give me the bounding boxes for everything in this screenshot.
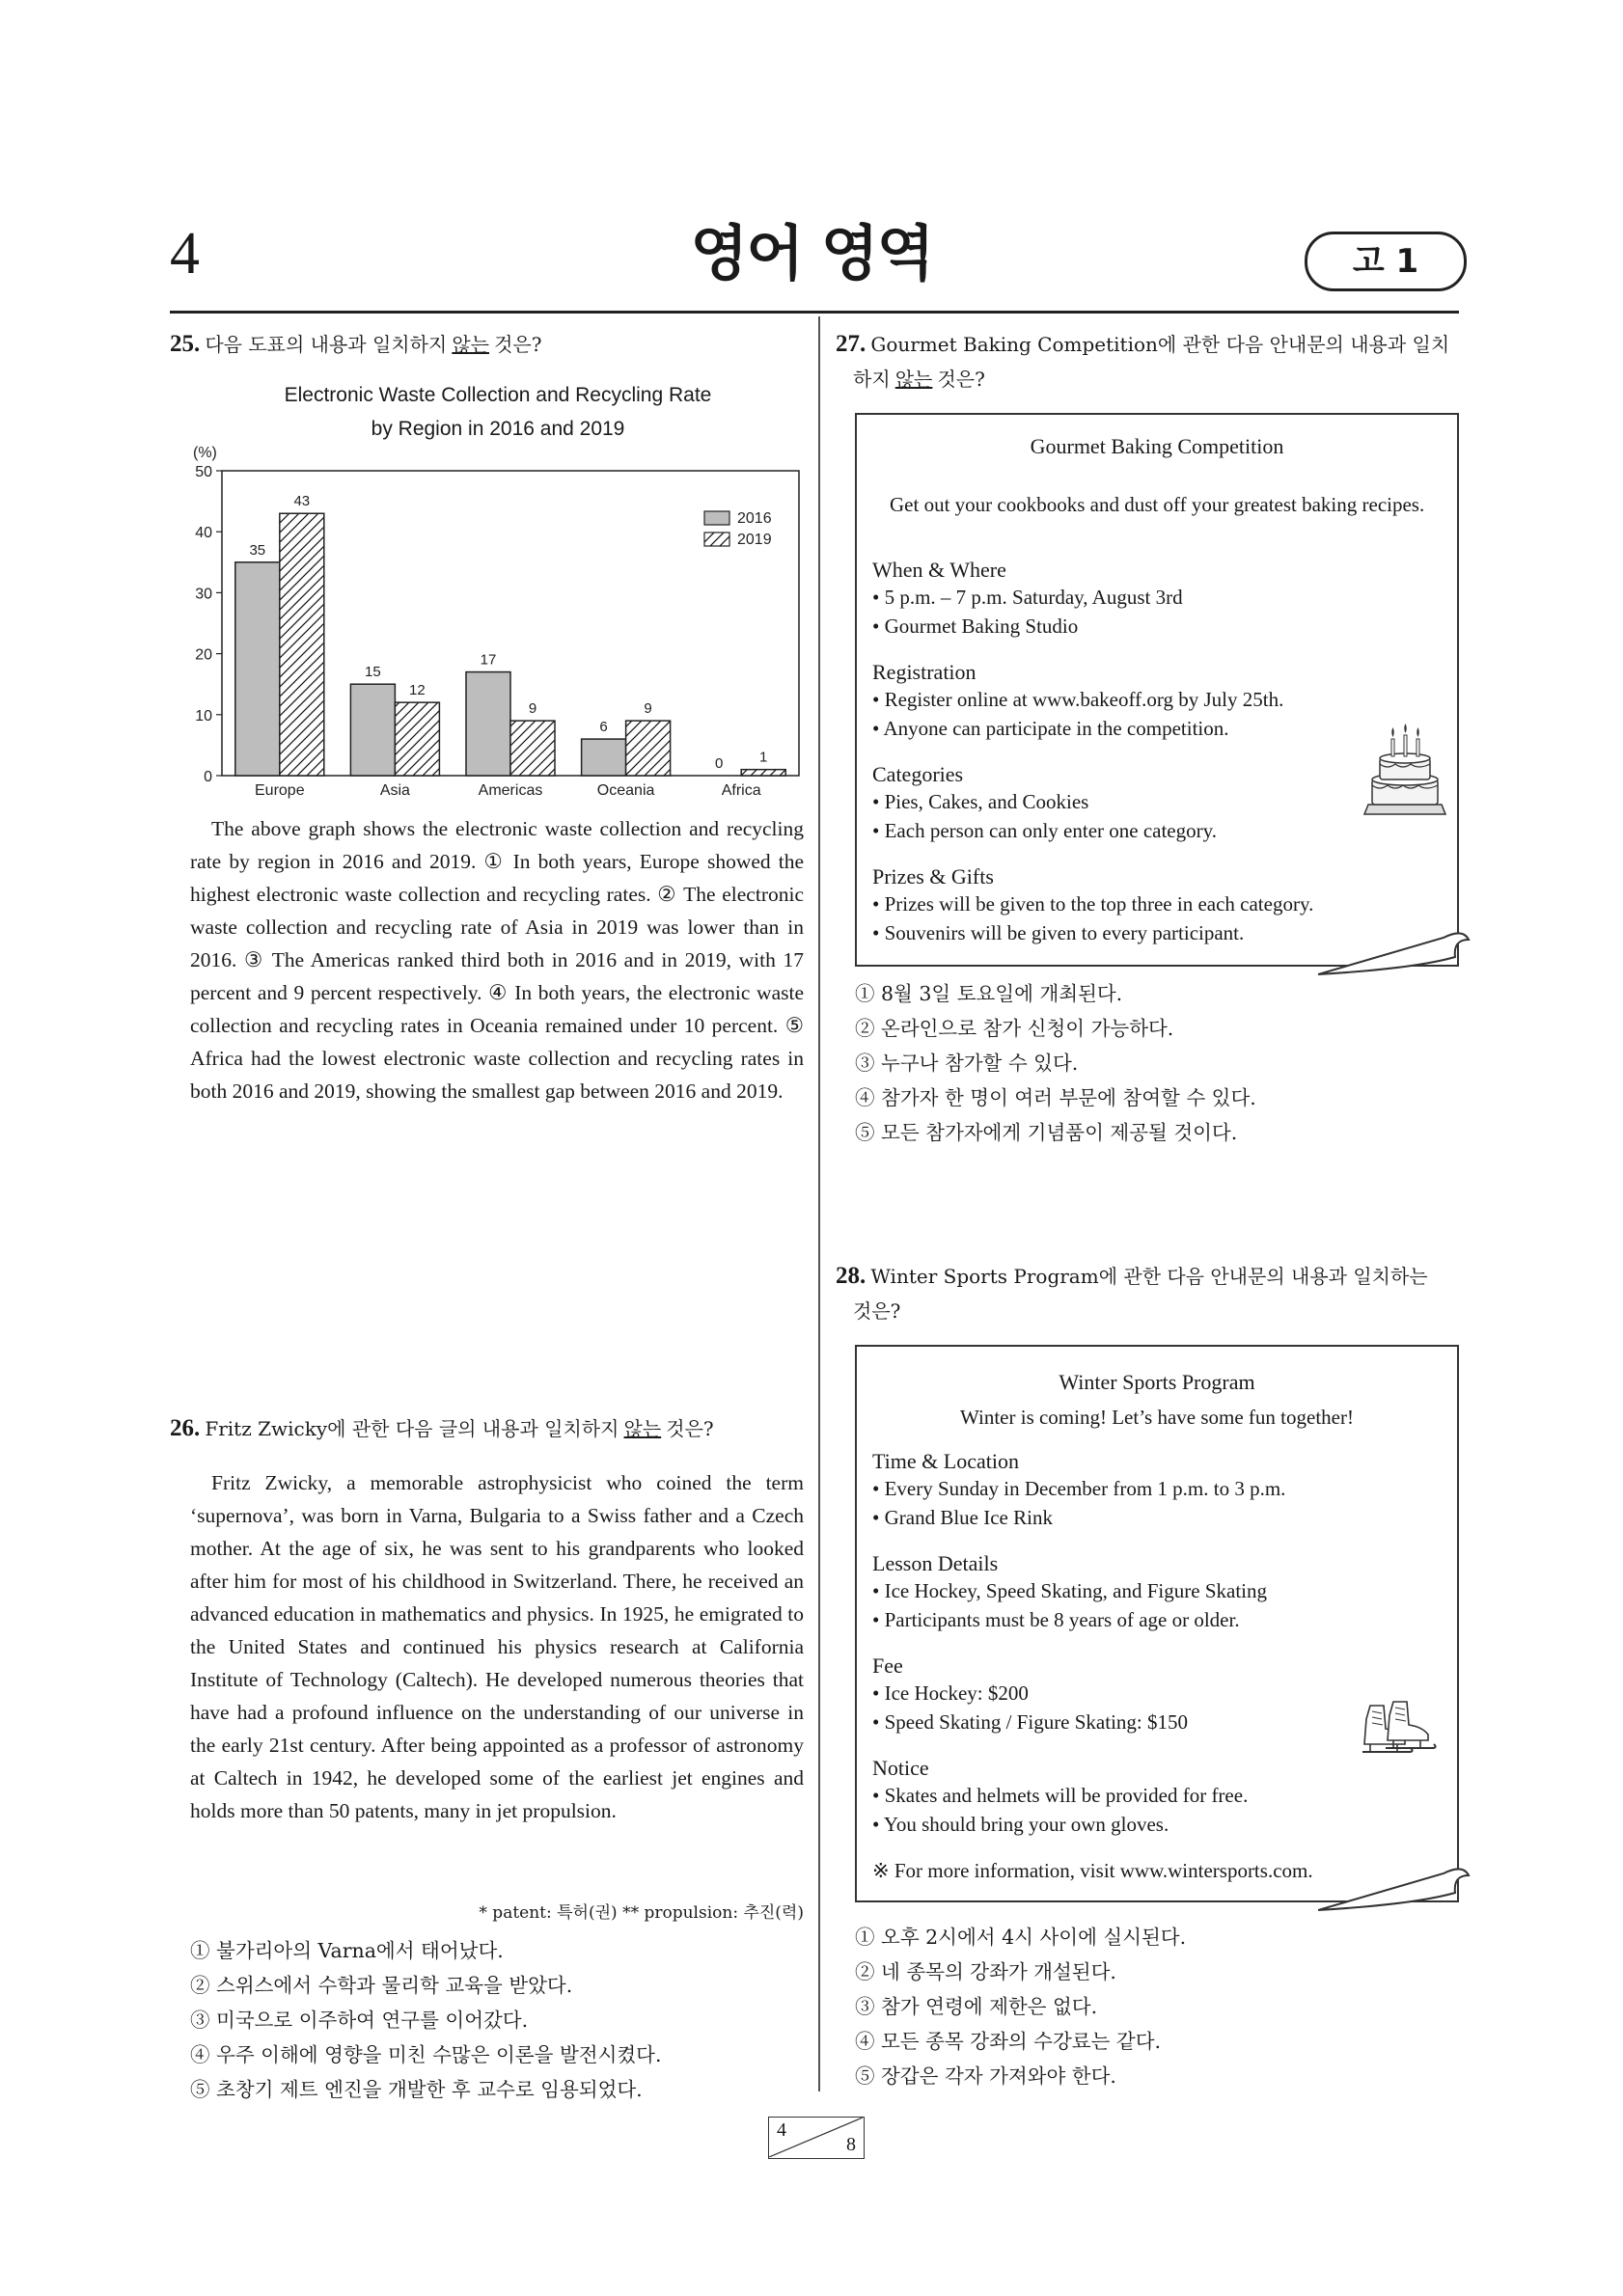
notice-intro: Winter is coming! Let’s have some fun together!: [960, 1406, 1354, 1429]
option-3[interactable]: ③ 미국으로 이주하여 연구를 이어갔다.: [190, 2009, 529, 2032]
section-item: • Ice Hockey: $200: [872, 1681, 1029, 1705]
chart-title-line1: Electronic Waste Collection and Recycling Rate: [284, 384, 712, 406]
data-label: 9: [644, 700, 652, 718]
prompt-text-line2: 하지: [853, 368, 891, 391]
question-number: 27.: [836, 331, 867, 357]
x-tick-label: Asia: [379, 782, 410, 799]
option-5[interactable]: ⑤ 장갑은 각자 가져와야 한다.: [855, 2064, 1116, 2088]
y-tick-label: 40: [195, 525, 212, 542]
option-3[interactable]: ③ 참가 연령에 제한은 없다.: [855, 1995, 1098, 2018]
section-time-location: [872, 1449, 1285, 1532]
bar-2019: [280, 513, 324, 776]
section-notice: [872, 1756, 1248, 1839]
section-when-where: [872, 558, 1183, 641]
cake-icon: [1359, 722, 1451, 818]
bar-2016: [235, 562, 280, 776]
page-current: 4: [777, 2119, 786, 2141]
more-info: ※ For more information, visit www.wintersports.com.: [872, 1859, 1313, 1882]
option-1[interactable]: ① 불가리아의 Varna에서 태어났다.: [190, 1939, 504, 1962]
question-28-prompt: [836, 1260, 1463, 1327]
legend-label: 2019: [737, 532, 772, 548]
section-item: • Grand Blue Ice Rink: [872, 1506, 1053, 1529]
section-lesson-details: [872, 1551, 1267, 1634]
option-3[interactable]: ③ 누구나 참가할 수 있다.: [855, 1052, 1079, 1075]
page-curl-icon: [1318, 918, 1472, 976]
bar-2016: [582, 739, 626, 776]
prompt-text: Winter Sports Program에 관한 다음 안내문의 내용과 일치하는: [870, 1265, 1428, 1288]
prompt-text-end: 것은?: [937, 368, 985, 391]
prompt-text-line2: 것은?: [853, 1299, 901, 1323]
data-label: 43: [293, 493, 311, 510]
option-2[interactable]: ② 온라인으로 참가 신청이 가능하다.: [855, 1017, 1174, 1040]
section-item: • Register online at www.bakeoff.org by July 25th.: [872, 688, 1284, 711]
section-fee: [872, 1654, 1188, 1736]
data-label: 17: [480, 651, 497, 669]
prompt-text: 다음 도표의 내용과 일치하지: [205, 333, 448, 356]
section-heading: When & Where: [872, 558, 1006, 582]
data-label: 0: [715, 755, 724, 772]
data-label: 12: [409, 682, 426, 699]
page-curl-icon: [1318, 1854, 1472, 1912]
section-registration: [872, 660, 1283, 743]
prompt-text: Fritz Zwicky에 관한 다음 글의 내용과 일치하지: [205, 1417, 619, 1440]
section-heading: Notice: [872, 1756, 929, 1780]
option-4[interactable]: ④ 참가자 한 명이 여러 부문에 참여할 수 있다.: [855, 1086, 1256, 1109]
prompt-underlined: 않는: [894, 368, 933, 391]
prompt-underlined: 않는: [623, 1417, 662, 1440]
bar-2016: [350, 684, 395, 776]
section-item: • Pies, Cakes, and Cookies: [872, 790, 1089, 813]
section-prizes: [872, 864, 1313, 947]
column-divider: [818, 316, 820, 2091]
bar-2019: [510, 721, 555, 776]
section-heading: Time & Location: [872, 1449, 1019, 1473]
section-heading: Lesson Details: [872, 1551, 999, 1575]
bar-2019: [626, 721, 671, 776]
option-5[interactable]: ⑤ 초창기 제트 엔진을 개발한 후 교수로 임용되었다.: [190, 2078, 643, 2101]
bar-2019: [741, 770, 785, 776]
section-item: • Every Sunday in December from 1 p.m. to 3 p.m.: [872, 1477, 1286, 1500]
legend-swatch: [704, 533, 729, 546]
section-item: • 5 p.m. – 7 p.m. Saturday, August 3rd: [872, 586, 1183, 609]
option-4[interactable]: ④ 모든 종목 강좌의 수강료는 같다.: [855, 2030, 1162, 2053]
chart-title-line2: by Region in 2016 and 2019: [371, 418, 625, 440]
legend-swatch: [704, 511, 729, 525]
section-heading: Fee: [872, 1654, 903, 1678]
y-tick-label: 0: [204, 769, 212, 785]
y-axis-label: (%): [193, 446, 217, 461]
option-1[interactable]: ① 8월 3일 토요일에 개최된다.: [855, 982, 1123, 1005]
option-2[interactable]: ② 스위스에서 수학과 물리학 교육을 받았다.: [190, 1974, 573, 1997]
page-indicator: [768, 2117, 865, 2159]
prompt-text-end: 것은?: [666, 1417, 714, 1440]
bar-2019: [395, 702, 439, 776]
q25-paragraph: The above graph shows the electronic waste collection and recycling rate by region in 2016 and 2019. ① In both years, Europe showed the highest electronic waste collection and recycling rates. ② The electronic waste collection and recycling rate of Asia in 2019 was lower than in 2016. ③ The Americas ranked third both in 2016 and in 2019, with 17 percent and 9 percent respectively. ④ In both years, the electronic waste collection and recycling rates in Oceania remained under 10 percent. ⑤ Africa had the lowest electronic waste collection and recycling rates in both 2016 and 2019, showing the smallest gap between 2016 and 2019.: [190, 817, 804, 1103]
q26-paragraph: Fritz Zwicky, a memorable astrophysicist who coined the term ‘supernova’, was born in Varna, Bulgaria to a Swiss father and a Czech mother. At the age of six, he was sent to his grandparents who looked after him for most of his childhood in Switzerland. There, he received an advanced education in mathematics and physics. In 1925, he emigrated to the United States and continued his physics research at California Institute of Technology (Caltech). He developed numerous theories that have had a profound influence on the understanding of our universe in the early 21st century. After being appointed as a professor of astronomy at Caltech in 1942, he developed some of the earliest jet engines and holds more than 50 patents, many in jet propulsion.: [190, 1471, 804, 1822]
y-tick-label: 10: [195, 707, 212, 724]
question-number: 26.: [170, 1415, 201, 1441]
prompt-text-end: 것은?: [494, 333, 542, 356]
section-heading: Registration: [872, 660, 977, 684]
option-4[interactable]: ④ 우주 이해에 영향을 미친 수많은 이론을 발전시켰다.: [190, 2043, 662, 2066]
question-25-prompt: [170, 328, 807, 361]
section-item: • Gourmet Baking Studio: [872, 615, 1079, 638]
chart-title: [189, 378, 807, 446]
q26-options: [190, 1933, 808, 2107]
x-tick-label: Oceania: [596, 782, 655, 799]
section-heading: Prizes & Gifts: [872, 864, 994, 888]
x-tick-label: Europe: [255, 782, 305, 799]
option-1[interactable]: ① 오후 2시에서 4시 사이에 실시된다.: [855, 1926, 1187, 1949]
grade-badge: 고 1: [1305, 232, 1467, 291]
page-total: 8: [846, 2134, 856, 2155]
data-label: 9: [528, 700, 537, 718]
y-tick-label: 50: [195, 464, 212, 480]
section-heading: Categories: [872, 762, 964, 786]
question-number: 28.: [836, 1263, 867, 1289]
q27-options: [855, 976, 1453, 1150]
section-item: • Skates and helmets will be provided for free.: [872, 1784, 1249, 1807]
section-categories: [872, 762, 1217, 845]
baking-notice: [855, 413, 1459, 967]
winter-sports-notice: [855, 1345, 1459, 1902]
ice-skates-icon: [1351, 1700, 1444, 1767]
data-label: 15: [365, 664, 381, 681]
notice-title: Gourmet Baking Competition: [1030, 434, 1284, 458]
section-item: • Speed Skating / Figure Skating: $150: [872, 1710, 1189, 1734]
section-item: • Souvenirs will be given to every participant.: [872, 921, 1245, 944]
bar-chart: [183, 446, 811, 812]
prompt-underlined: 않는: [452, 333, 489, 356]
y-tick-label: 30: [195, 586, 212, 603]
question-number: 25.: [170, 331, 201, 357]
prompt-text: Gourmet Baking Competition에 관한 다음 안내문의 내용과 일치: [870, 333, 1450, 356]
notice-title: Winter Sports Program: [1059, 1370, 1255, 1394]
legend-label: 2016: [737, 510, 772, 527]
y-tick-label: 20: [195, 646, 212, 664]
page-number: 4: [170, 221, 200, 287]
option-2[interactable]: ② 네 종목의 강좌가 개설된다.: [855, 1960, 1116, 1983]
data-label: 35: [249, 541, 266, 559]
data-label: 1: [759, 749, 768, 766]
header-rule: [170, 311, 1459, 314]
bar-2016: [466, 672, 510, 776]
footnote: * patent: 특허(권) ** propulsion: 추진(력): [479, 1903, 804, 1923]
question-26-prompt: [170, 1412, 807, 1445]
section-item: • Participants must be 8 years of age or older.: [872, 1608, 1240, 1631]
x-tick-label: Africa: [721, 782, 761, 799]
data-label: 6: [599, 719, 608, 736]
notice-intro: Get out your cookbooks and dust off your greatest baking recipes.: [890, 493, 1425, 516]
section-item: • Prizes will be given to the top three in each category.: [872, 892, 1314, 916]
section-item: • Anyone can participate in the competition.: [872, 717, 1229, 740]
section-item: • Ice Hockey, Speed Skating, and Figure Skating: [872, 1579, 1267, 1602]
option-5[interactable]: ⑤ 모든 참가자에게 기념품이 제공될 것이다.: [855, 1121, 1238, 1144]
section-item: • Each person can only enter one category.: [872, 819, 1217, 842]
x-tick-label: Americas: [478, 782, 543, 799]
q28-options: [855, 1920, 1453, 2093]
question-27-prompt: [836, 328, 1463, 397]
subject-title: 영어 영역: [690, 218, 933, 288]
section-item: • You should bring your own gloves.: [872, 1813, 1169, 1836]
